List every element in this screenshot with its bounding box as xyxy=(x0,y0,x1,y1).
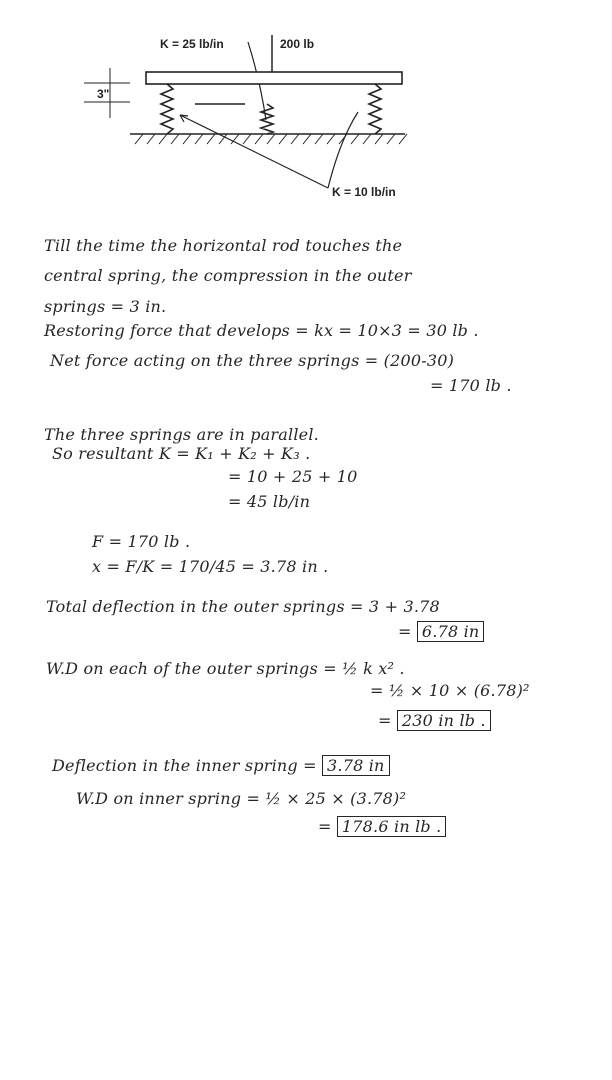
solution-line-15: W.D on each of the outer springs = ½ k x² . xyxy=(46,659,405,678)
inner-deflection-text: Deflection in the inner spring = xyxy=(52,756,317,775)
solution-line-2: central spring, the compression in the outer xyxy=(44,266,412,285)
horizontal-rod xyxy=(146,72,402,84)
equals-sign: = xyxy=(398,622,412,641)
solution-line-9: = 10 + 25 + 10 xyxy=(228,467,358,486)
answer-box-outer-deflection: 6.78 in xyxy=(417,621,485,642)
solution-line-12: x = F/K = 170/45 = 3.78 in . xyxy=(92,557,329,576)
central-spring xyxy=(261,104,273,134)
solution-line-11: F = 170 lb . xyxy=(92,532,191,551)
solution-line-17 xyxy=(378,711,491,730)
spring-diagram-svg xyxy=(70,20,450,205)
solution-line-14 xyxy=(398,622,484,641)
solution-line-5: Net force acting on the three springs = (200-30) xyxy=(50,351,455,370)
solution-line-16: = ½ × 10 × (6.78)² xyxy=(370,681,530,700)
ground-hatch xyxy=(135,134,407,144)
k-bottom-label: K = 10 lb/in xyxy=(332,185,396,199)
equals-sign: = xyxy=(378,711,392,730)
answer-box-outer-work: 230 in lb . xyxy=(397,710,491,731)
solution-line-8: So resultant K = K₁ + K₂ + K₃ . xyxy=(52,444,311,463)
k-top-label: K = 25 lb/in xyxy=(160,37,224,51)
solution-line-4: Restoring force that develops = kx = 10×3 = 30 lb . xyxy=(44,321,479,340)
solution-line-10: = 45 lb/in xyxy=(228,492,311,511)
solution-line-18 xyxy=(52,756,390,775)
solution-line-6: = 170 lb . xyxy=(430,376,512,395)
solution-line-13: Total deflection in the outer springs = 3 + 3.78 xyxy=(46,597,440,616)
solution-line-3: springs = 3 in. xyxy=(44,297,167,316)
left-spring xyxy=(161,84,173,134)
gap-label: 3" xyxy=(97,87,110,101)
k-bottom-arrow-right xyxy=(328,112,358,188)
spring-diagram xyxy=(70,20,450,205)
answer-box-inner-work: 178.6 in lb . xyxy=(337,816,447,837)
solution-line-1: Till the time the horizontal rod touches the xyxy=(44,236,403,255)
solution-line-7: The three springs are in parallel. xyxy=(44,425,319,444)
solution-line-20 xyxy=(318,817,446,836)
load-label: 200 lb xyxy=(280,37,315,51)
k-bottom-arrow-left xyxy=(180,115,328,188)
right-spring xyxy=(369,84,381,134)
answer-box-inner-deflection: 3.78 in xyxy=(322,755,390,776)
solution-line-19: W.D on inner spring = ½ × 25 × (3.78)² xyxy=(76,789,407,808)
equals-sign: = xyxy=(318,817,332,836)
